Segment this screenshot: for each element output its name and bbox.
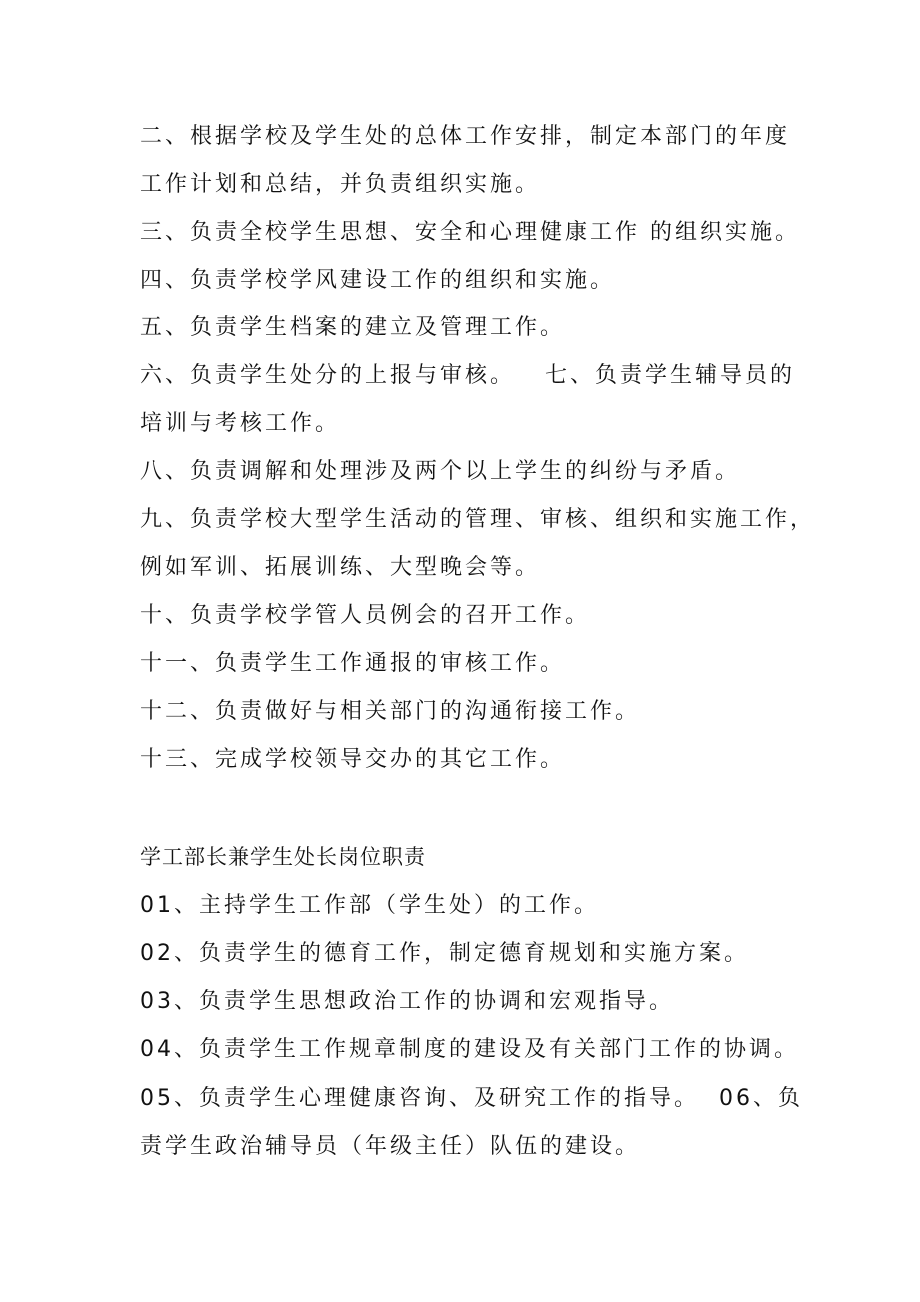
- director-duty-03: 03、负责学生思想政治工作的协调和宏观指导。: [140, 989, 674, 1014]
- duty-line-3: 三、负责全校学生思想、安全和心理健康工作 的组织实施。: [140, 220, 800, 245]
- duty-line-9: 九、负责学校大型学生活动的管理、审核、组织和实施工作，: [140, 507, 816, 532]
- duty-line-7-continued: 培训与考核工作。: [140, 411, 341, 436]
- duty-line-2-continued: 工作计划和总结，并负责组织实施。: [140, 172, 541, 197]
- duty-line-10: 十、负责学校学管人员例会的召开工作。: [140, 603, 591, 628]
- duty-line-11: 十一、负责学生工作通报的审核工作。: [140, 651, 566, 676]
- director-duty-02: 02、负责学生的德育工作，制定德育规划和实施方案。: [140, 941, 749, 966]
- duty-line-4: 四、负责学校学风建设工作的组织和实施。: [140, 268, 616, 293]
- director-duty-04: 04、负责学生工作规章制度的建设及有关部门工作的协调。: [140, 1037, 799, 1062]
- section-title: 学工部长兼学生处长岗位职责: [140, 845, 426, 869]
- duty-line-2: 二、根据学校及学生处的总体工作安排，制定本部门的年度: [140, 124, 791, 149]
- duty-line-13: 十三、完成学校领导交办的其它工作。: [140, 747, 566, 772]
- duty-line-6-7: 六、负责学生处分的上报与审核。 七、负责学生辅导员的: [140, 363, 795, 388]
- director-duty-05-06: 05、负责学生心理健康咨询、及研究工作的指导。 06、负: [140, 1086, 803, 1111]
- duty-line-8: 八、负责调解和处理涉及两个以上学生的纠纷与矛盾。: [140, 459, 741, 484]
- director-duty-06-continued: 责学生政治辅导员（年级主任）队伍的建设。: [140, 1134, 641, 1159]
- duty-line-5: 五、负责学生档案的建立及管理工作。: [140, 315, 566, 340]
- duty-line-12: 十二、负责做好与相关部门的沟通衔接工作。: [140, 699, 641, 724]
- director-duty-01: 01、主持学生工作部（学生处）的工作。: [140, 893, 599, 918]
- duty-line-9-continued: 例如军训、拓展训练、大型晚会等。: [140, 555, 541, 580]
